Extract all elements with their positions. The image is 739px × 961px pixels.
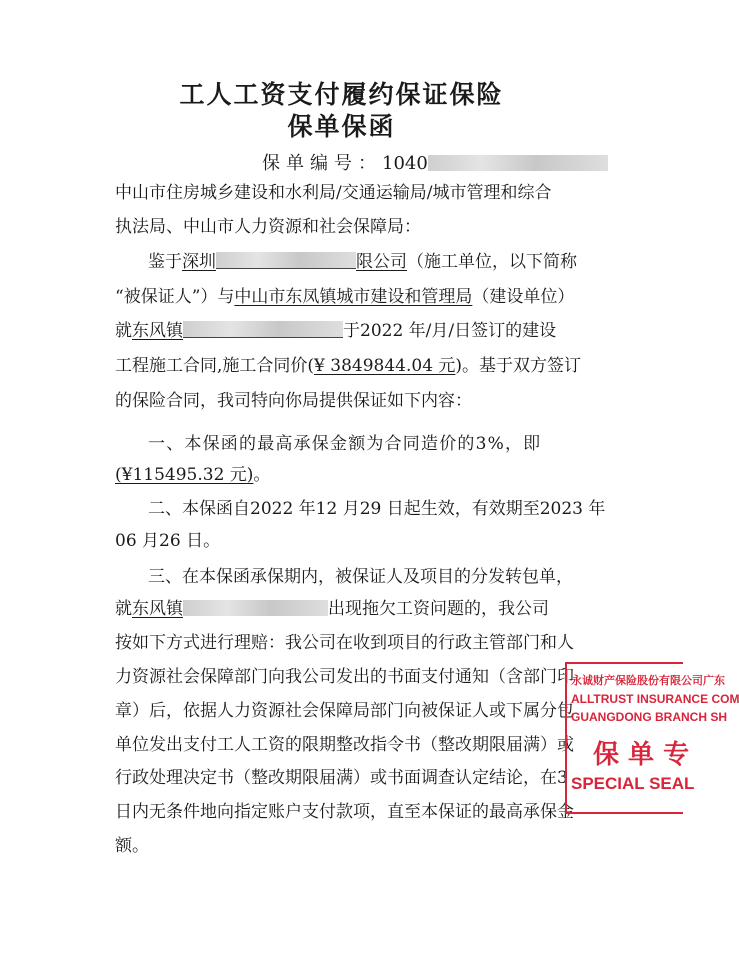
redacted-contractor-name	[216, 252, 356, 269]
seal-company-cn: 永诚财产保险股份有限公司广东	[571, 674, 725, 687]
p1-line4-prefix: 工程施工合同,施工合同价(	[115, 356, 315, 376]
p1-line2-suffix: （建设单位）	[472, 287, 575, 307]
seal-title-en: SPECIAL SEAL	[571, 774, 695, 793]
para3-line-2: 06 月26 日。	[115, 531, 221, 551]
para4-line-3: 按如下方式进行理赔：我公司在收到项目的行政主管部门和人	[115, 633, 574, 653]
para2-line-2	[115, 464, 270, 486]
max-guarantee-amount: (¥115495.32 元)	[115, 465, 254, 485]
para4-line-6: 单位发出支付工人工资的限期整改指令书（整改期限届满）或	[115, 735, 574, 755]
redacted-project-name-2	[183, 600, 328, 616]
policy-number	[262, 153, 608, 175]
para4-line-1: 三、在本保函承保期内，被保证人及项目的分发转包单，	[148, 567, 573, 587]
para1-line-4	[115, 355, 581, 377]
para1-line-5: 的保险合同，我司特向你局提供保证如下内容：	[115, 391, 472, 411]
para1-line-2	[115, 286, 574, 308]
seal-title-cn: 保 单 专	[593, 740, 690, 770]
p4-line2-suffix: 出现拖欠工资问题的，我公司	[328, 599, 549, 619]
contract-price: ¥ 3849844.04 元	[314, 356, 456, 376]
para4-line-2	[115, 598, 549, 620]
p1-line3-suffix: 于2022 年/月/日签订的建设	[343, 321, 557, 341]
para4-line-5: 章）后，依据人力资源社会保障局部门向被保证人或下属分包	[115, 701, 574, 721]
p1-line2-prefix: “被保证人”）与	[115, 287, 235, 307]
para3-line-1: 二、本保函自2022 年12 月29 日起生效，有效期至2023 年	[148, 499, 606, 519]
redacted-policy-number	[428, 155, 608, 171]
company-seal	[565, 662, 739, 814]
employer-name: 中山市东凤镇城市建设和管理局	[234, 287, 473, 307]
redacted-project-name	[183, 321, 343, 338]
p1-line3-prefix: 就	[115, 321, 132, 341]
project-name-start: 东风镇	[132, 321, 183, 341]
recipients-line-2: 执法局、中山市人力资源和社会保障局：	[115, 217, 421, 237]
project-name-2-start: 东风镇	[132, 599, 183, 619]
p4-line2-prefix: 就	[115, 599, 132, 619]
para4-line-8: 日内无条件地向指定账户支付款项，直至本保证的最高承保金	[115, 802, 574, 822]
para4-line-7: 行政处理决定书（整改期限届满）或书面调查认定结论，在3	[115, 768, 568, 788]
para1-line-3	[115, 320, 556, 342]
p1-line4-suffix: )。基于双方签订	[455, 356, 582, 376]
p2-line2-suffix: 。	[253, 465, 271, 485]
contractor-name-end: 限公司	[356, 252, 407, 272]
recipients-line-1: 中山市住房城乡建设和水利局/交通运输局/城市管理和综合	[115, 183, 552, 203]
para1-line-1	[148, 251, 577, 273]
contractor-name-start: 深圳	[182, 252, 216, 272]
document-title: 工人工资支付履约保证保险	[179, 80, 504, 109]
document-subtitle: 保单保函	[287, 112, 396, 141]
para4-line-9: 额。	[115, 836, 149, 856]
para4-line-4: 力资源社会保障部门向我公司发出的书面支付通知（含部门印	[115, 667, 574, 687]
para2-line-1: 一、本保函的最高承保金额为合同造价的3%，即	[148, 434, 542, 454]
p1-line1-suffix: （施工单位，以下简称	[407, 252, 577, 272]
seal-branch-en: GUANGDONG BRANCH SH	[571, 710, 727, 724]
seal-company-en: ALLTRUST INSURANCE COM	[571, 692, 739, 706]
p1-prefix: 鉴于	[148, 252, 182, 272]
policy-number-label: 保单编号：	[262, 153, 382, 174]
policy-number-value: 1040	[382, 153, 428, 174]
